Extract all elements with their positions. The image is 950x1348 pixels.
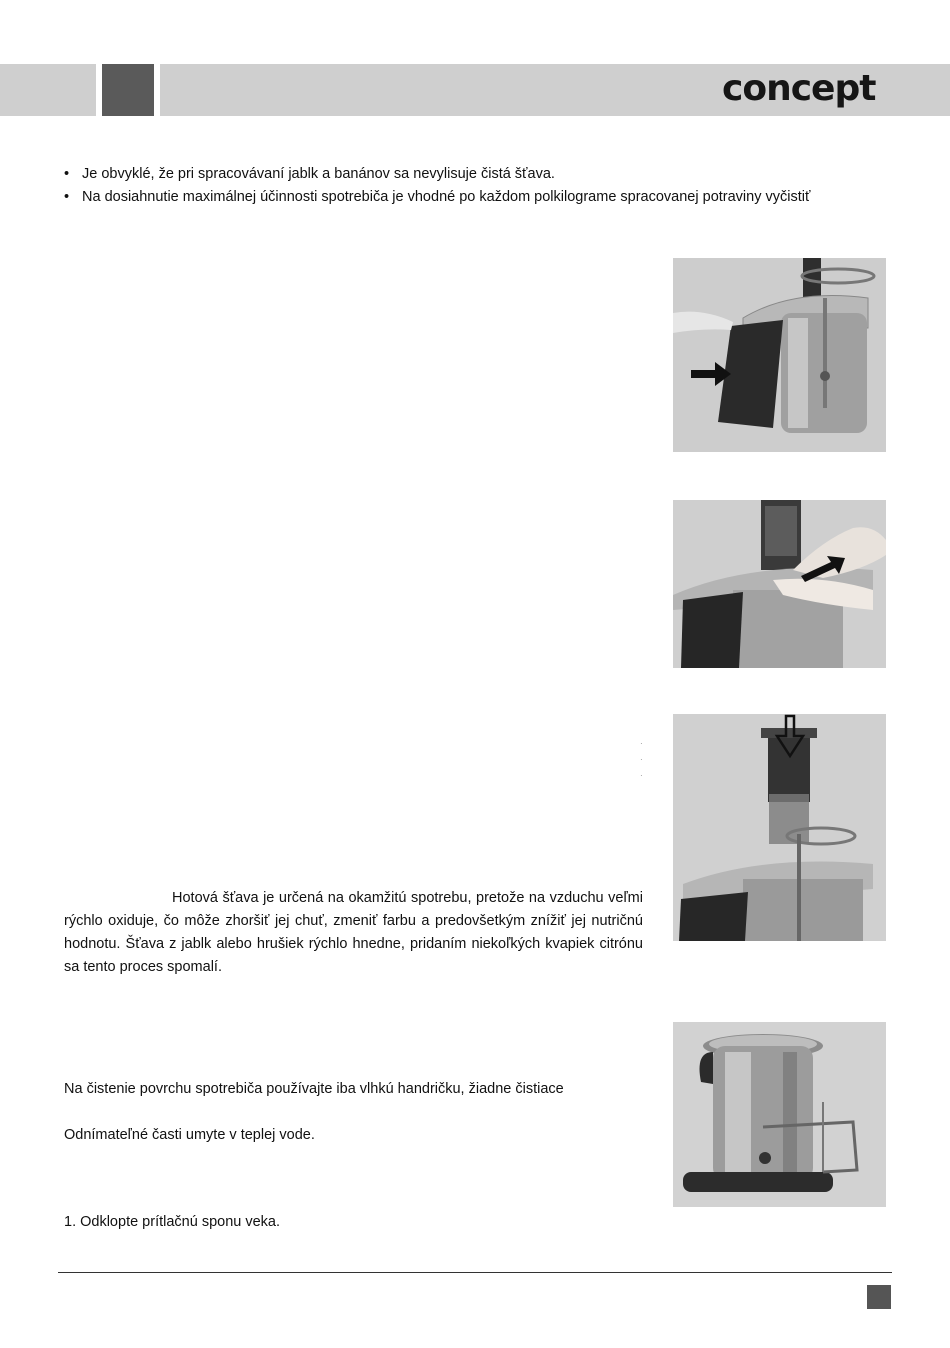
- juice-consumption-note: Hotová šťava je určená na okamžitú spotrebu, pretože na vzduchu veľmi rýchlo oxiduje, čo môže zhoršiť jej chuť, zmeniť farbu a predovšetkým znížiť jej nutričnú hodnotu. Šťava z jablk alebo hrušiek rýchlo hnedne, pridaním niekoľkých kvapiek citrónu sa tento proces spomalí.: [64, 890, 643, 975]
- photo-remove-pulp-container: [673, 258, 886, 452]
- list-item: • Je obvyklé, že pri spracovávaní jablk a banánov sa nevylisuje čistá šťava.: [62, 163, 902, 186]
- header-page-marker: [102, 64, 154, 116]
- disassembly-step-1: 1. Odklopte prítlačnú sponu veka.: [64, 1214, 281, 1230]
- notes-list: [62, 163, 902, 209]
- cleaning-instructions: Na čistenie povrchu spotrebiča používajte iba vlhkú handričku, žiadne čistiace: [64, 1081, 564, 1097]
- footer-divider: [58, 1272, 892, 1273]
- wash-instructions: Odnímateľné časti umyte v teplej vode.: [64, 1127, 315, 1143]
- brand-logo: concept: [722, 68, 876, 109]
- header-band-left: [0, 64, 96, 116]
- margin-dots: · · ·: [640, 739, 643, 780]
- list-item: • Na dosiahnutie maximálnej účinnosti spotrebiča je vhodné po každom polkilograme spracovanej potraviny vyčistiť: [62, 186, 902, 209]
- photo-lid-clip: [673, 500, 886, 668]
- photo-assembled-juicer: [673, 1022, 886, 1207]
- footer-page-marker: [867, 1285, 891, 1309]
- photo-food-pusher: [673, 714, 886, 941]
